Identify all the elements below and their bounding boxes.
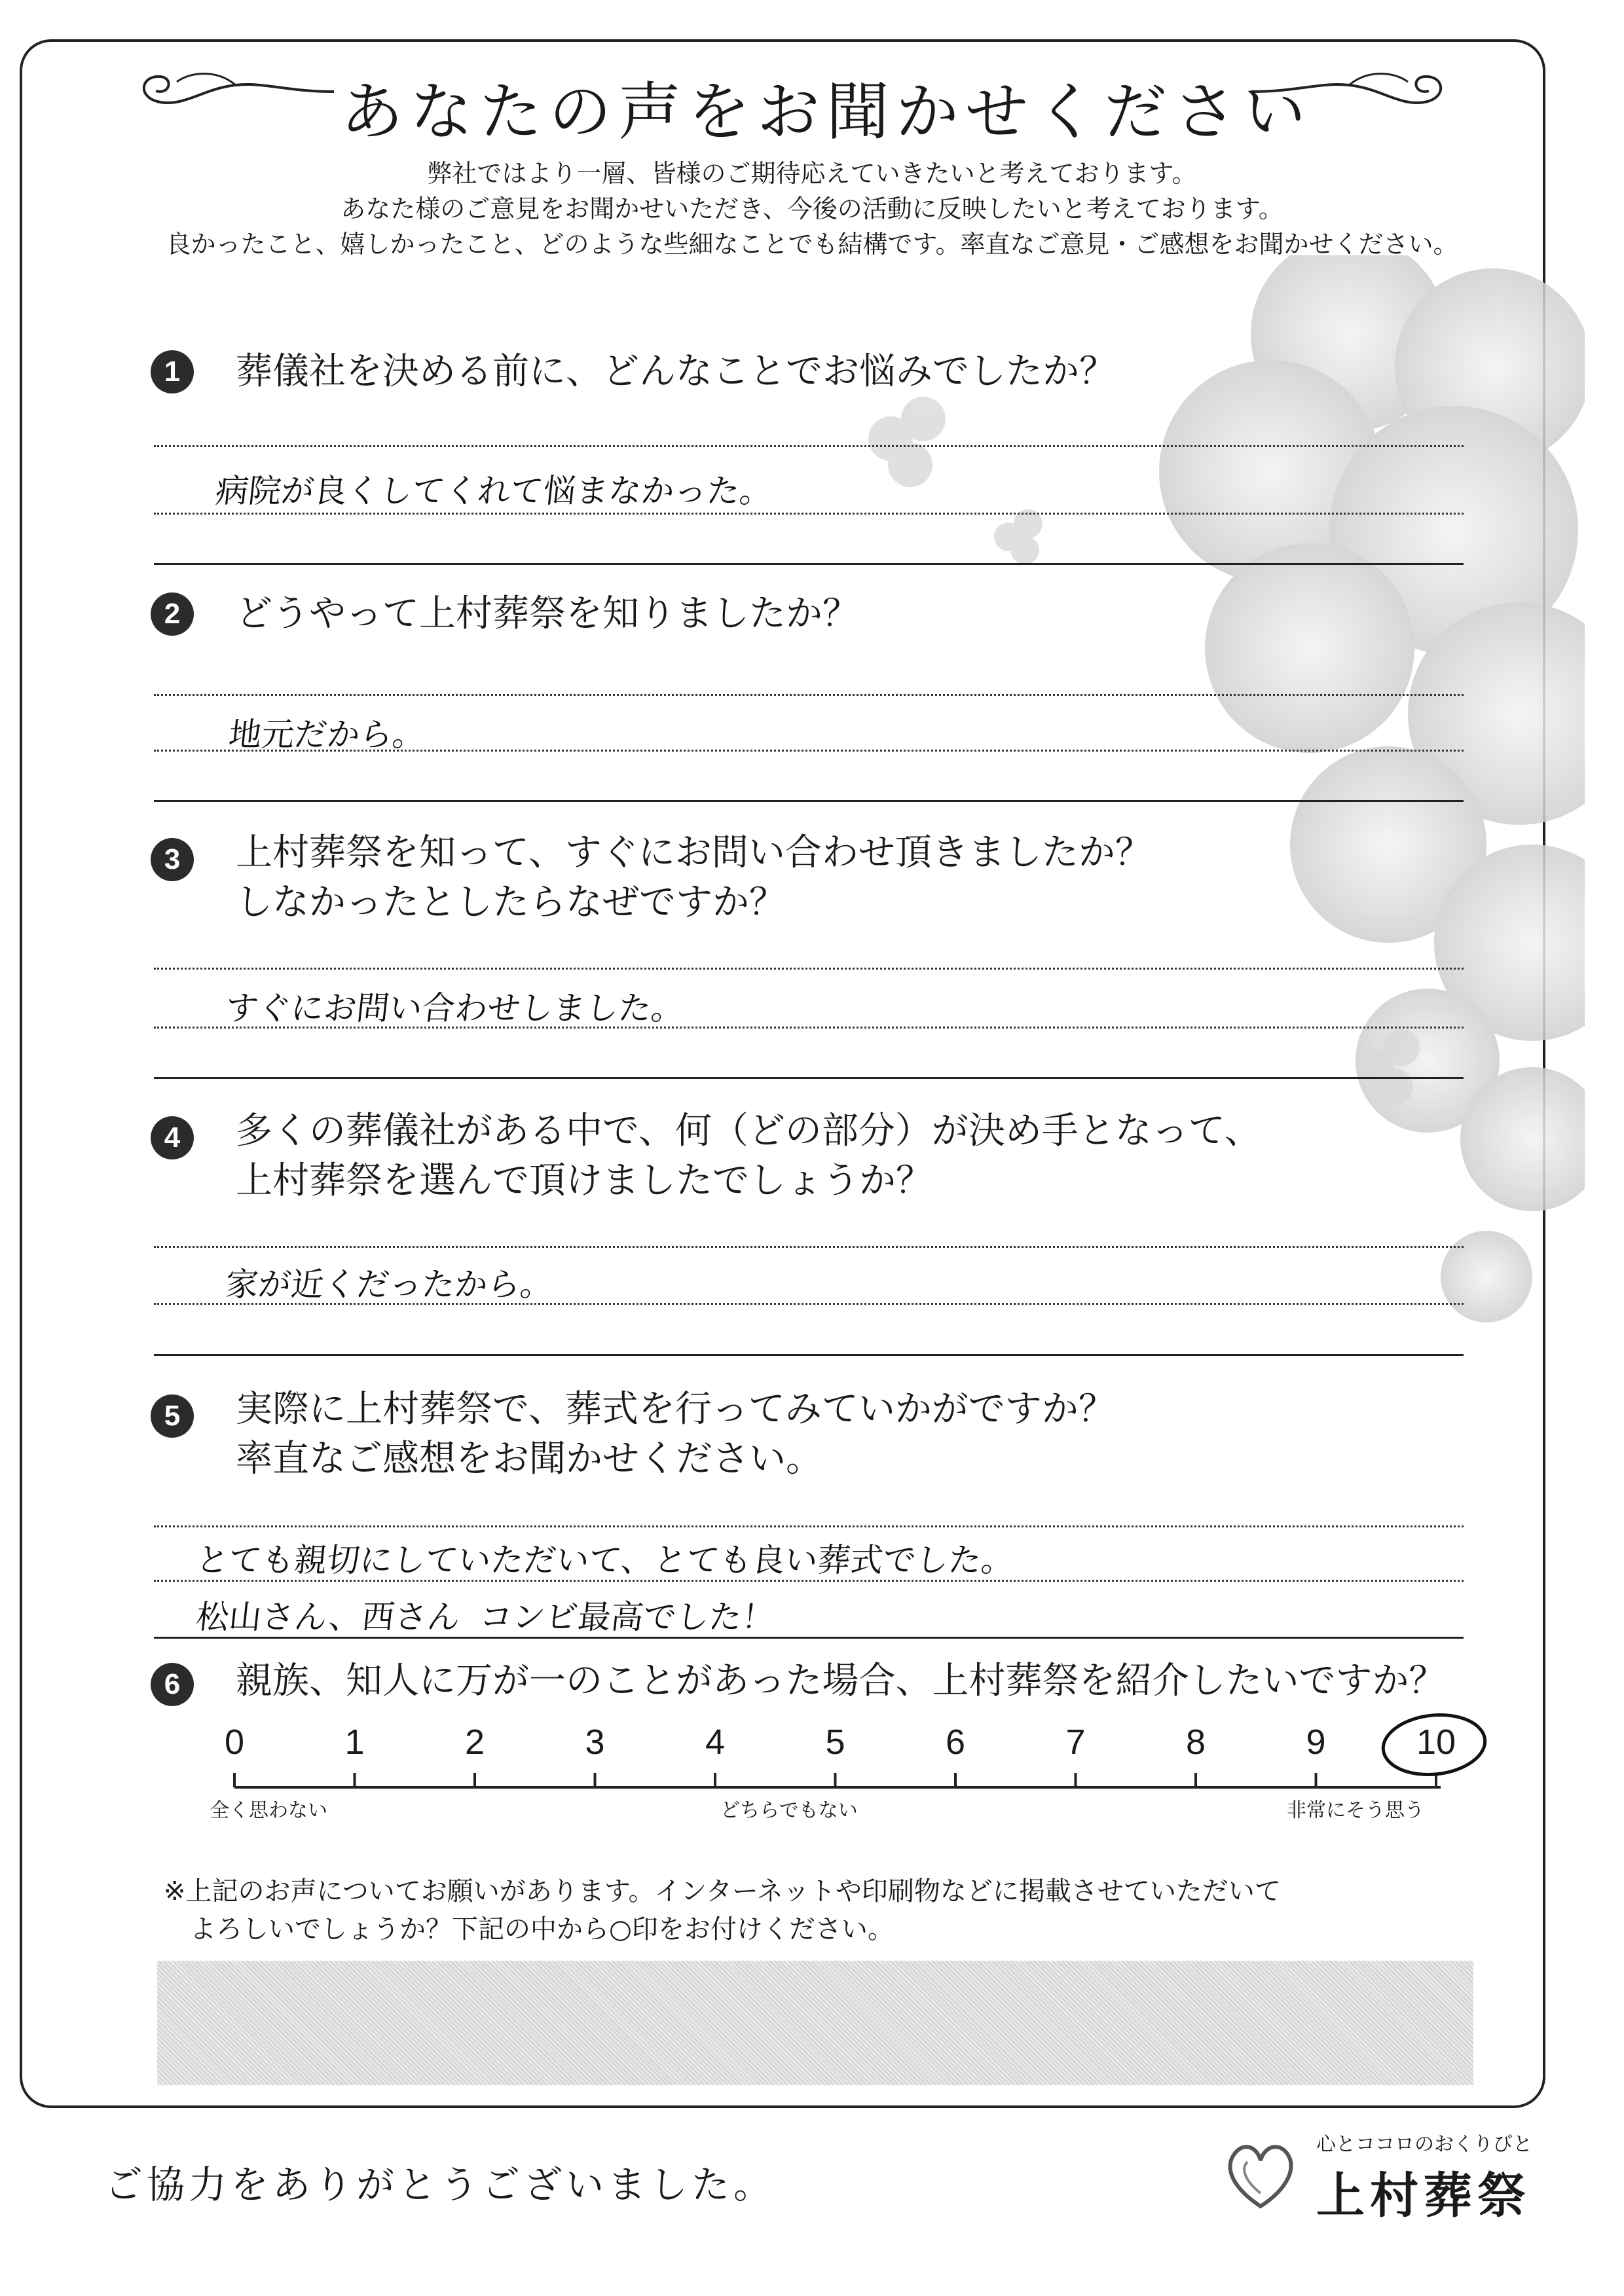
question-2-number: 2 [151, 592, 194, 636]
question-4-text-line-2: 上村葬祭を選んで頂けましたでしょうか？ [236, 1159, 932, 1202]
answer-line [154, 968, 1464, 970]
swirl-left-ornament [105, 62, 341, 121]
intro-line-3: 良かったこと、嬉しかったこと、どのような些細なことでも結構です。率直なご意見・ご感想をお聞かせください。 [166, 230, 1458, 259]
scale-value-3: 3 [585, 1722, 605, 1762]
answer-line [154, 750, 1464, 752]
section-divider [154, 800, 1464, 802]
logo-tagline: 心とココロのおくりびと [1316, 2133, 1532, 2156]
answer-4: 家が近くだったから。 [223, 1266, 555, 1303]
question-2-text: どうやって上村葬祭を知りましたか？ [236, 592, 859, 635]
answer-5-line-1: とても親切にしていただいて、とても良い葬式でした。 [194, 1541, 1016, 1579]
answer-line [154, 1303, 1464, 1305]
question-5-text-line-1: 実際に上村葬祭で、葬式を行ってみていかがですか？ [236, 1388, 1115, 1430]
question-6-text: 親族、知人に万が一のことがあった場合、上村葬祭を紹介したいですか？ [236, 1660, 1446, 1702]
scale-value-10: 10 [1416, 1722, 1456, 1762]
answer-5-line-2: 松山さん、西さん コンビ最高でした！ [194, 1598, 777, 1636]
scale-label-right: 非常にそう思う [1287, 1799, 1424, 1822]
scale-value-1: 1 [344, 1722, 365, 1762]
question-5-text-line-2: 率直なご感想をお聞かせください。 [236, 1438, 822, 1480]
note-line-1: ※上記のお声についてお願いがあります。インターネットや印刷物などに掲載させていただいて [164, 1876, 1281, 1906]
section-divider [154, 1637, 1464, 1639]
logo-name: 上村葬祭 [1316, 2168, 1531, 2224]
intro-line-2: あなた様のご意見をお聞かせいただき、今後の活動に反映したいと考えております。 [341, 194, 1283, 223]
scale-value-0: 0 [224, 1722, 245, 1762]
answer-line [154, 1580, 1464, 1582]
answer-line [154, 445, 1464, 447]
section-divider [154, 563, 1464, 565]
answer-line [154, 1027, 1464, 1029]
section-divider [154, 1077, 1464, 1079]
scale-value-6: 6 [945, 1722, 966, 1762]
scale-value-5: 5 [825, 1722, 845, 1762]
scale-value-8: 8 [1185, 1722, 1206, 1762]
redacted-area [157, 1961, 1473, 2085]
question-3-number: 3 [151, 838, 194, 881]
question-1-number: 1 [151, 350, 194, 393]
answer-1: 病院が良くしてくれて悩まなかった。 [213, 472, 775, 510]
scale-value-7: 7 [1065, 1722, 1086, 1762]
answer-line [154, 1525, 1464, 1527]
heart-icon [1218, 2128, 1303, 2219]
answer-line [154, 694, 1464, 696]
note-line-2: よろしいでしょうか？下記の中から○印をお付けください。 [190, 1914, 894, 1944]
selected-score-circle [1375, 1709, 1500, 1781]
question-5-number: 5 [151, 1394, 194, 1438]
section-divider [154, 1354, 1464, 1356]
answer-line [154, 513, 1464, 515]
intro-line-1: 弊社ではより一層、皆様のご期待応えていきたいと考えております。 [427, 159, 1197, 188]
scale-value-4: 4 [705, 1722, 726, 1762]
scale-value-2: 2 [464, 1722, 485, 1762]
question-6-number: 6 [151, 1663, 194, 1706]
scale-label-left: 全く思わない [210, 1799, 327, 1822]
question-3-text-line-1: 上村葬祭を知って、すぐにお問い合わせ頂きましたか？ [236, 831, 1152, 874]
thanks-message: ご協力をありがとうございました。 [105, 2162, 776, 2207]
question-4-number: 4 [151, 1116, 194, 1159]
question-1-text: 葬儀社を決める前に、どんなことでお悩みでしたか？ [236, 350, 1116, 393]
page-title: あなたの声をお聞かせください [341, 75, 1312, 149]
answer-3: すぐにお問い合わせしました。 [223, 989, 686, 1027]
question-3-text-line-2: しなかったとしたらなぜですか？ [236, 881, 786, 924]
scale-label-middle: どちらでもない [720, 1799, 858, 1822]
answer-line [154, 1246, 1464, 1248]
question-4-text-line-1: 多くの葬儀社がある中で、何（どの部分）が決め手となって、 [236, 1110, 1261, 1152]
answer-2: 地元だから。 [227, 716, 428, 754]
scale-value-9: 9 [1306, 1722, 1326, 1762]
